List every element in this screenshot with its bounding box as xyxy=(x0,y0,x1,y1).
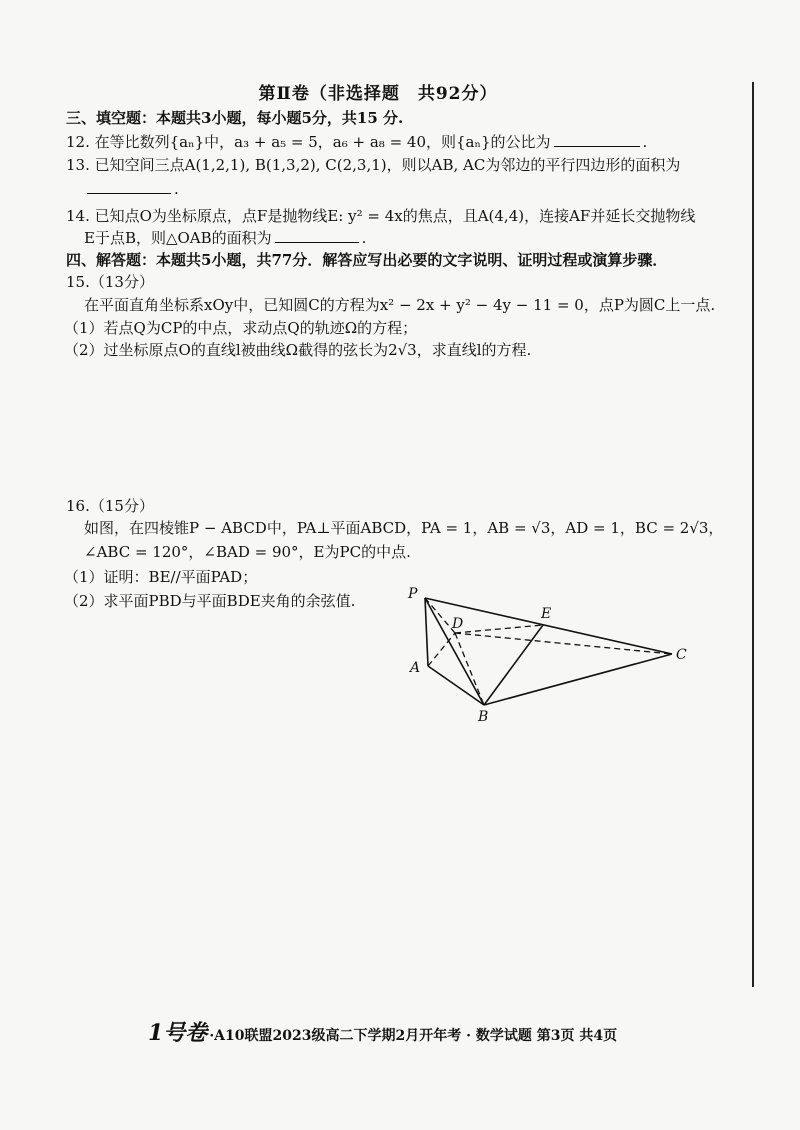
question-15-part2: （2）过坐标原点O的直线l被曲线Ω截得的弦长为2√3，求直线l的方程. xyxy=(64,341,532,359)
page-footer xyxy=(148,1016,617,1047)
question-15-header: 15.（13分） xyxy=(66,273,154,291)
question-13-end: . xyxy=(174,180,179,198)
question-14-end: . xyxy=(361,229,367,247)
question-16-part1: （1）证明：BE//平面PAD； xyxy=(64,568,258,586)
section-3-header: 三、填空题：本题共3小题，每小题5分，共15 分. xyxy=(66,109,404,127)
question-14-line2 xyxy=(84,228,366,248)
label-A: A xyxy=(410,660,421,676)
question-14-text: E于点B，则△OAB的面积为 xyxy=(84,229,272,247)
answer-blank-12 xyxy=(554,132,640,147)
question-16-header: 16.（15分） xyxy=(66,497,154,515)
page-title: 第Ⅱ卷（非选择题 共92分） xyxy=(258,84,498,104)
question-15-part1: （1）若点Q为CP的中点，求动点Q的轨迹Ω的方程； xyxy=(64,319,418,337)
label-P: P xyxy=(408,586,418,602)
question-14-line1: 14. 已知点O为坐标原点，点F是抛物线E: y² = 4x的焦点，且A(4,4)，连接AF并延长交抛物线 xyxy=(66,207,696,225)
edge-DC xyxy=(455,633,672,654)
question-13-line1: 13. 已知空间三点A(1,2,1), B(1,3,2), C(2,3,1)，则以AB, AC为邻边的平行四边形的面积为 xyxy=(66,156,681,174)
question-13-line2 xyxy=(84,179,179,199)
edge-BC xyxy=(484,654,672,705)
label-D: D xyxy=(452,616,464,632)
label-E: E xyxy=(541,606,552,622)
edge-BE xyxy=(484,625,543,705)
brand-logo: 1号卷 xyxy=(148,1020,208,1046)
question-12-text: 12. 在等比数列{aₙ}中，a₃ + a₅ = 5，a₆ + a₈ = 40，则{aₙ}的公比为 xyxy=(66,133,551,151)
question-16-stem-line1: 如图，在四棱锥P − ABCD中，PA⊥平面ABCD，PA = 1，AB = √3，AD = 1，BC = 2√3， xyxy=(84,519,724,537)
edge-DE xyxy=(455,625,543,633)
answer-blank-13 xyxy=(87,179,171,194)
answer-blank-14 xyxy=(275,228,359,243)
edge-AD xyxy=(428,633,455,666)
question-12 xyxy=(66,132,647,152)
edge-AB xyxy=(428,666,484,705)
section-4-header: 四、解答题：本题共5小题，共77分．解答应写出必要的文字说明、证明过程或演算步骤． xyxy=(66,251,668,269)
question-16-part2: （2）求平面PBD与平面BDE夹角的余弦值. xyxy=(64,592,356,610)
pyramid-figure xyxy=(400,580,690,725)
edge-PB xyxy=(425,598,484,705)
footer-text: ·A10联盟2023级高二下学期2月开年考 · 数学试题 第3页 共4页 xyxy=(209,1028,618,1044)
question-12-end: . xyxy=(642,133,648,151)
label-C: C xyxy=(676,647,687,663)
question-16-stem-line2: ∠ABC = 120°，∠BAD = 90°，E为PC的中点. xyxy=(84,543,411,561)
question-15-stem: 在平面直角坐标系xOy中，已知圆C的方程为x² − 2x + y² − 4y − 11 = 0，点P为圆C上一点. xyxy=(84,296,716,314)
edge-PA xyxy=(425,598,428,666)
label-B: B xyxy=(478,709,489,725)
margin-rule xyxy=(752,82,754,987)
